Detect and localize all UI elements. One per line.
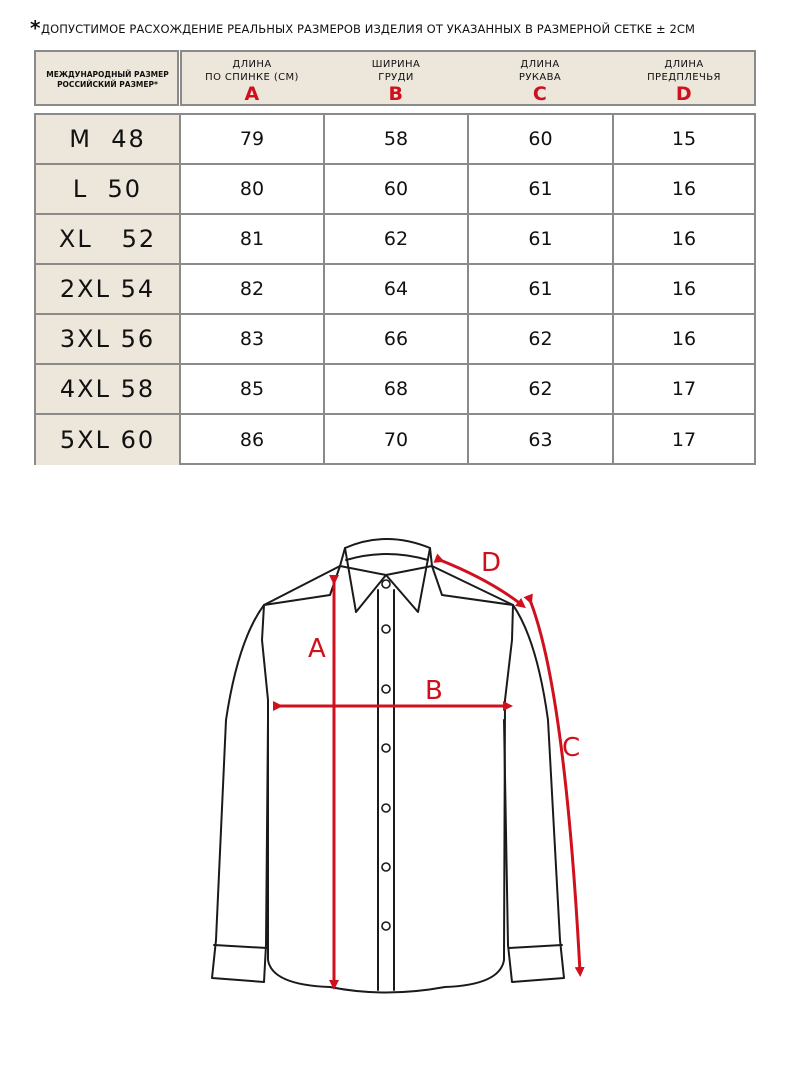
sleeve-cell: 61 — [469, 215, 614, 263]
length-cell: 79 — [181, 115, 325, 163]
collar — [340, 539, 432, 566]
size-cell: 5XL 60 — [36, 415, 181, 465]
header-col-b-line2: ГРУДИ — [378, 72, 414, 83]
button-icon — [382, 685, 390, 693]
header-col-c-line1: ДЛИНА — [520, 59, 560, 70]
asterisk: * — [30, 16, 41, 40]
header-col-c-letter: C — [532, 83, 548, 105]
header-col-a-line2: ПО СПИНКЕ (СМ) — [205, 72, 299, 83]
chest-cell: 62 — [325, 215, 469, 263]
arrow-c — [530, 600, 580, 972]
size-header-line1: МЕЖДУНАРОДНЫЙ РАЗМЕР — [46, 70, 169, 79]
length-cell: 80 — [181, 165, 325, 213]
size-cell: 4XL 58 — [36, 365, 181, 413]
forearm-cell: 15 — [671, 128, 697, 150]
size-cell: XL 52 — [36, 215, 181, 263]
label-c: C — [562, 733, 581, 763]
length-cell: 85 — [181, 365, 325, 413]
header-col-d-line1: ДЛИНА — [664, 59, 704, 70]
length-cell: 86 — [181, 415, 325, 465]
header-col-b-letter: B — [388, 83, 404, 105]
header-col-b-line1: ШИРИНА — [371, 59, 421, 70]
button-icon — [382, 625, 390, 633]
size-cell: M 48 — [36, 115, 181, 163]
size-cell: L 50 — [36, 165, 181, 213]
chest-cell: 66 — [325, 315, 469, 363]
size-cell: 2XL 54 — [36, 265, 181, 313]
button-icon — [382, 863, 390, 871]
forearm-cell: 16 — [671, 178, 697, 200]
sleeve-cell: 62 — [469, 365, 614, 413]
left-sleeve — [212, 605, 268, 982]
right-sleeve — [504, 605, 564, 982]
button-icon — [382, 804, 390, 812]
button-icon — [382, 580, 390, 588]
sleeve-cell: 61 — [469, 165, 614, 213]
chest-cell: 70 — [325, 415, 469, 465]
length-cell: 82 — [181, 265, 325, 313]
header-col-d-line2: ПРЕДПЛЕЧЬЯ — [647, 72, 721, 83]
forearm-cell: 16 — [671, 228, 697, 250]
chest-cell: 60 — [325, 165, 469, 213]
sleeve-cell: 62 — [469, 315, 614, 363]
label-a: A — [308, 634, 326, 664]
label-b: B — [425, 676, 443, 706]
forearm-cell: 16 — [671, 278, 697, 300]
sleeve-cell: 60 — [469, 115, 614, 163]
chest-cell: 68 — [325, 365, 469, 413]
size-header-line2: РОССИЙСКИЙ РАЗМЕР* — [57, 80, 158, 89]
forearm-cell: 17 — [671, 378, 697, 400]
button-icon — [382, 744, 390, 752]
length-cell: 81 — [181, 215, 325, 263]
button-icon — [382, 922, 390, 930]
forearm-cell: 16 — [671, 328, 697, 350]
chest-cell: 58 — [325, 115, 469, 163]
size-cell: 3XL 56 — [36, 315, 181, 363]
header-col-a-letter: A — [244, 83, 260, 105]
header-col-a-line1: ДЛИНА — [232, 59, 272, 70]
forearm-cell: 17 — [671, 429, 697, 451]
chest-cell: 64 — [325, 265, 469, 313]
header-col-d-letter: D — [675, 83, 693, 105]
label-d: D — [481, 548, 502, 578]
header-col-c-line2: РУКАВА — [518, 72, 562, 83]
sleeve-cell: 61 — [469, 265, 614, 313]
length-cell: 83 — [181, 315, 325, 363]
tolerance-text: ДОПУСТИМОЕ РАСХОЖДЕНИЕ РЕАЛЬНЫХ РАЗМЕРОВ ИЗДЕЛИЯ ОТ УКАЗАННЫХ В РАЗМЕРНОЙ СЕТКЕ ± 2СМ — [41, 22, 696, 36]
sleeve-cell: 63 — [469, 415, 614, 465]
